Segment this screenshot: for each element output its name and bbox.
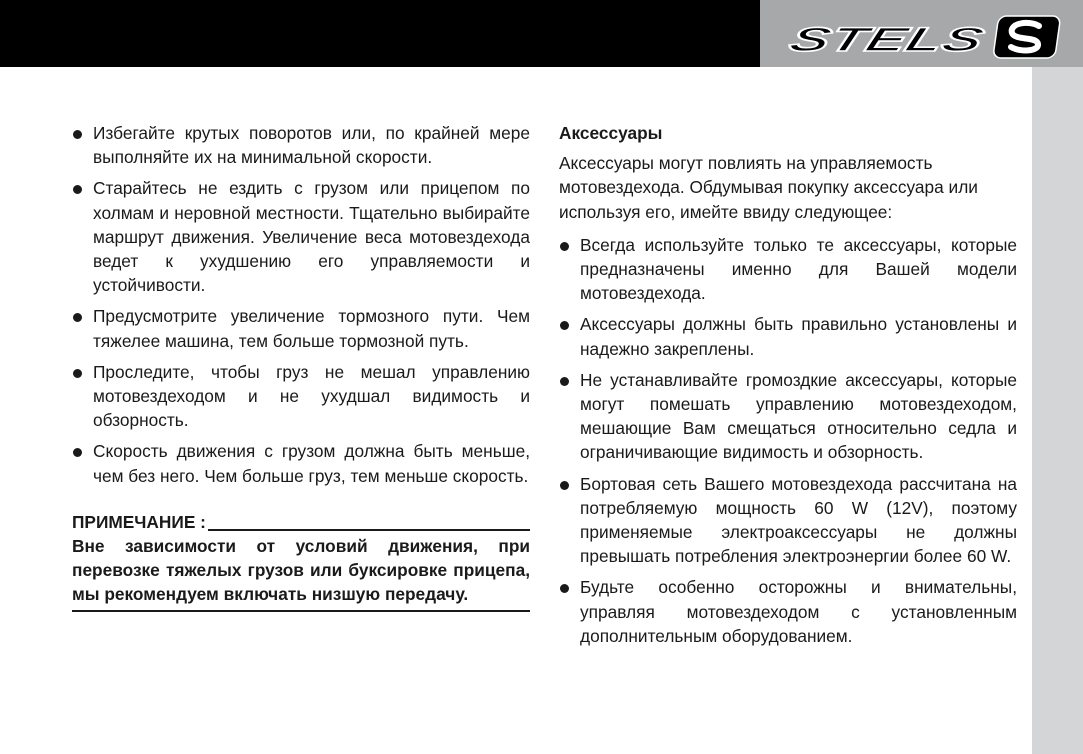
section-title: Аксессуары xyxy=(559,123,663,143)
bullet-icon xyxy=(73,369,82,378)
stels-logo-icon xyxy=(783,14,1073,60)
accessories-list xyxy=(559,233,1017,648)
list-item: Предусмотрите увеличение тормозного пути. Чем тяжелее машина, тем больше тормозной путь. xyxy=(72,304,530,352)
bullet-icon xyxy=(560,321,569,330)
section-intro: Аксессуары могут повлиять на управляемость мотовездехода. Обдумывая покупку аксессуара или используя его, имейте ввиду следующее: xyxy=(559,153,978,222)
page-side-strip xyxy=(1032,67,1083,754)
list-item: Не устанавливайте громоздкие аксессуары, которые могут помешать управлению мотовездеходом, мешающие Вам смещаться относительно седла и ограничивающие видимость и обзорность. xyxy=(559,368,1017,465)
list-item: Будьте особенно осторожны и внимательны, управляя мотовездеходом с установленным дополнительным оборудованием. xyxy=(559,575,1017,648)
bullet-icon xyxy=(73,185,82,194)
bullet-icon xyxy=(560,584,569,593)
svg-text:STELS: STELS xyxy=(784,20,907,59)
stels-wordmark xyxy=(784,21,988,59)
list-item: Аксессуары должны быть правильно установлены и надежно закреплены. xyxy=(559,312,1017,360)
list-item: Скорость движения с грузом должна быть меньше, чем без него. Чем больше груз, тем меньше скорость. xyxy=(72,439,530,487)
list-item: Старайтесь не ездить с грузом или прицепом по холмам и неровной местности. Тщательно выбирайте маршрут движения. Увеличение веса мотовездехода ведет к ухудшению его управляемости и устойчивости. xyxy=(72,176,530,297)
bullet-icon xyxy=(73,448,82,457)
note-heading-rule xyxy=(208,529,530,531)
bullet-icon xyxy=(560,481,569,490)
list-item: Бортовая сеть Вашего мотовездехода рассчитана на потребляемую мощность 60 W (12V), поэтому применяемые электроаксессуары не должны превышать потребления электроэнергии более 60 W. xyxy=(559,472,1017,569)
bullet-icon xyxy=(73,313,82,322)
bullet-icon xyxy=(73,130,82,139)
left-column xyxy=(72,121,530,612)
note-text: Вне зависимости от условий движения, при перевозке тяжелых грузов или буксировке прицепа, мы рекомендуем включать низшую передачу. xyxy=(72,534,530,612)
list-item: Всегда используйте только те аксессуары, которые предназначены именно для Вашей модели мотовездехода. xyxy=(559,233,1017,306)
header-bar xyxy=(0,0,760,67)
list-item: Проследите, чтобы груз не мешал управлению мотовездеходом и не ухудшал видимость и обзорность. xyxy=(72,360,530,433)
note-heading: ПРИМЕЧАНИЕ : xyxy=(72,510,530,534)
bullet-icon xyxy=(560,377,569,386)
stels-s-badge xyxy=(993,16,1061,58)
right-column xyxy=(559,121,1017,655)
load-safety-list xyxy=(72,121,530,488)
list-item: Избегайте крутых поворотов или, по крайней мере выполняйте их на минимальной скорости. xyxy=(72,121,530,169)
bullet-icon xyxy=(560,242,569,251)
